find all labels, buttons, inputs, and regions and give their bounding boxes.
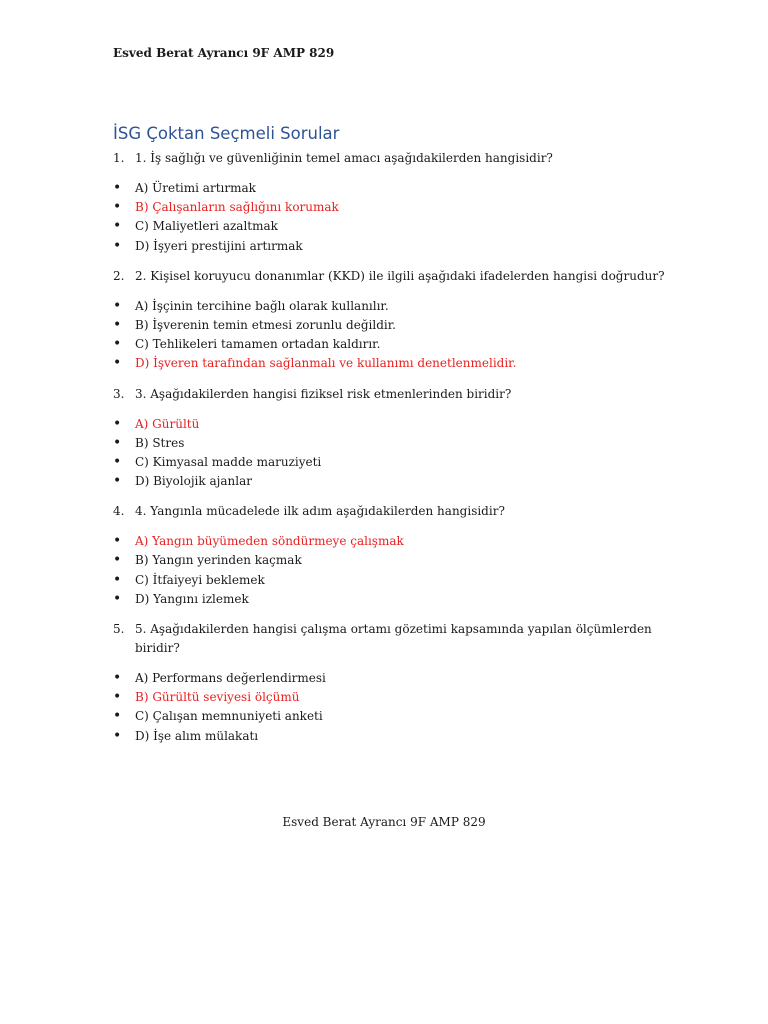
bullet-icon: • xyxy=(113,434,122,451)
answer-option-text: C) Kimyasal madde maruziyeti xyxy=(135,454,322,469)
answer-option xyxy=(113,453,673,472)
question-text: 3. Aşağıdakilerden hangisi fiziksel risk etmenlerinden biridir? xyxy=(135,386,512,401)
answer-option xyxy=(113,179,673,198)
question-row xyxy=(113,149,673,168)
question-item xyxy=(113,502,673,609)
bullet-icon: • xyxy=(113,415,122,432)
bullet-icon: • xyxy=(113,199,122,216)
answer-option-text: D) Biyolojik ajanlar xyxy=(135,474,252,489)
answer-option-text: A) Yangın büyümeden söndürmeye çalışmak xyxy=(135,534,404,549)
question-text: 5. Aşağıdakilerden hangisi çalışma ortamı gözetimi kapsamında yapılan ölçümlerden biridir? xyxy=(135,622,652,655)
answer-option-list xyxy=(113,179,673,256)
question-item xyxy=(113,149,673,256)
document-title: İSG Çoktan Seçmeli Sorular xyxy=(113,124,340,143)
bullet-icon: • xyxy=(113,180,122,196)
answer-option-list xyxy=(113,415,673,492)
answer-option-text: C) İtfaiyeyi beklemek xyxy=(135,572,265,587)
question-text: 1. İş sağlığı ve güvenliğinin temel amacı aşağıdakilerden hangisidir? xyxy=(135,151,553,165)
bullet-icon: • xyxy=(113,355,122,372)
answer-option-text: B) Stres xyxy=(135,435,185,450)
answer-option-text: C) Tehlikeleri tamamen ortadan kaldırır. xyxy=(135,337,381,352)
question-number: 3. xyxy=(113,386,125,401)
bullet-icon: • xyxy=(113,571,122,588)
bullet-icon: • xyxy=(113,316,122,333)
answer-option-correct xyxy=(113,354,673,373)
answer-option xyxy=(113,669,673,688)
answer-option xyxy=(113,434,673,453)
answer-option xyxy=(113,217,673,236)
answer-option-correct xyxy=(113,532,673,551)
answer-option-list xyxy=(113,297,673,374)
answer-option xyxy=(113,297,673,316)
bullet-icon: • xyxy=(113,590,122,607)
answer-option xyxy=(113,707,673,726)
answer-option xyxy=(113,316,673,335)
question-list xyxy=(113,149,673,746)
bullet-icon: • xyxy=(113,670,122,686)
question-row xyxy=(113,267,673,286)
bullet-icon: • xyxy=(113,237,122,254)
answer-option-correct xyxy=(113,688,673,707)
page-footer: Esved Berat Ayrancı 9F AMP 829 xyxy=(282,815,486,829)
answer-option-text: C) Maliyetleri azaltmak xyxy=(135,219,278,234)
answer-option-text: A) Gürültü xyxy=(135,416,200,431)
answer-option-text: D) İşyeri prestijini artırmak xyxy=(135,238,303,253)
answer-option-text: B) Çalışanların sağlığını korumak xyxy=(135,200,339,215)
question-text: 2. Kişisel koruyucu donanımlar (KKD) ile ilgili aşağıdaki ifadelerden hangisi doğrudur? xyxy=(135,268,665,283)
question-number: 5. xyxy=(113,622,125,636)
answer-option xyxy=(113,727,673,746)
answer-option xyxy=(113,335,673,354)
bullet-icon: • xyxy=(113,218,122,235)
answer-option-correct xyxy=(113,198,673,217)
answer-option-text: B) Yangın yerinden kaçmak xyxy=(135,553,302,568)
answer-option-text: D) İşveren tarafından sağlanmalı ve kullanımı denetlenmelidir. xyxy=(135,356,517,371)
answer-option-text: D) Yangını izlemek xyxy=(135,591,249,606)
answer-option xyxy=(113,571,673,590)
bullet-icon: • xyxy=(113,533,122,550)
answer-option-text: A) Üretimi artırmak xyxy=(135,181,256,195)
answer-option-text: D) İşe alım mülakatı xyxy=(135,728,259,743)
bullet-icon: • xyxy=(113,708,122,725)
answer-option xyxy=(113,237,673,256)
bullet-icon: • xyxy=(113,473,122,490)
question-row xyxy=(113,385,673,404)
question-item xyxy=(113,267,673,374)
bullet-icon: • xyxy=(113,689,122,706)
answer-option xyxy=(113,590,673,609)
question-row xyxy=(113,502,673,521)
answer-option-text: A) Performans değerlendirmesi xyxy=(135,671,326,685)
answer-option-list xyxy=(113,532,673,609)
question-text: 4. Yangınla mücadelede ilk adım aşağıdakilerden hangisidir? xyxy=(135,504,505,519)
answer-option-text: A) İşçinin tercihine bağlı olarak kullanılır. xyxy=(135,298,389,313)
answer-option xyxy=(113,551,673,570)
answer-option xyxy=(113,472,673,491)
answer-option-correct xyxy=(113,415,673,434)
question-row xyxy=(113,620,673,658)
answer-option-list xyxy=(113,669,673,746)
bullet-icon: • xyxy=(113,453,122,470)
page-header: Esved Berat Ayrancı 9F AMP 829 xyxy=(113,46,335,60)
question-item xyxy=(113,385,673,492)
answer-option-text: B) Gürültü seviyesi ölçümü xyxy=(135,690,300,705)
question-item xyxy=(113,620,673,746)
answer-option-text: B) İşverenin temin etmesi zorunlu değildir. xyxy=(135,317,396,332)
question-number: 2. xyxy=(113,268,125,283)
answer-option-text: C) Çalışan memnuniyeti anketi xyxy=(135,709,323,724)
question-number: 1. xyxy=(113,151,125,165)
bullet-icon: • xyxy=(113,552,122,569)
question-number: 4. xyxy=(113,504,125,519)
bullet-icon: • xyxy=(113,297,122,314)
bullet-icon: • xyxy=(113,336,122,353)
bullet-icon: • xyxy=(113,727,122,744)
